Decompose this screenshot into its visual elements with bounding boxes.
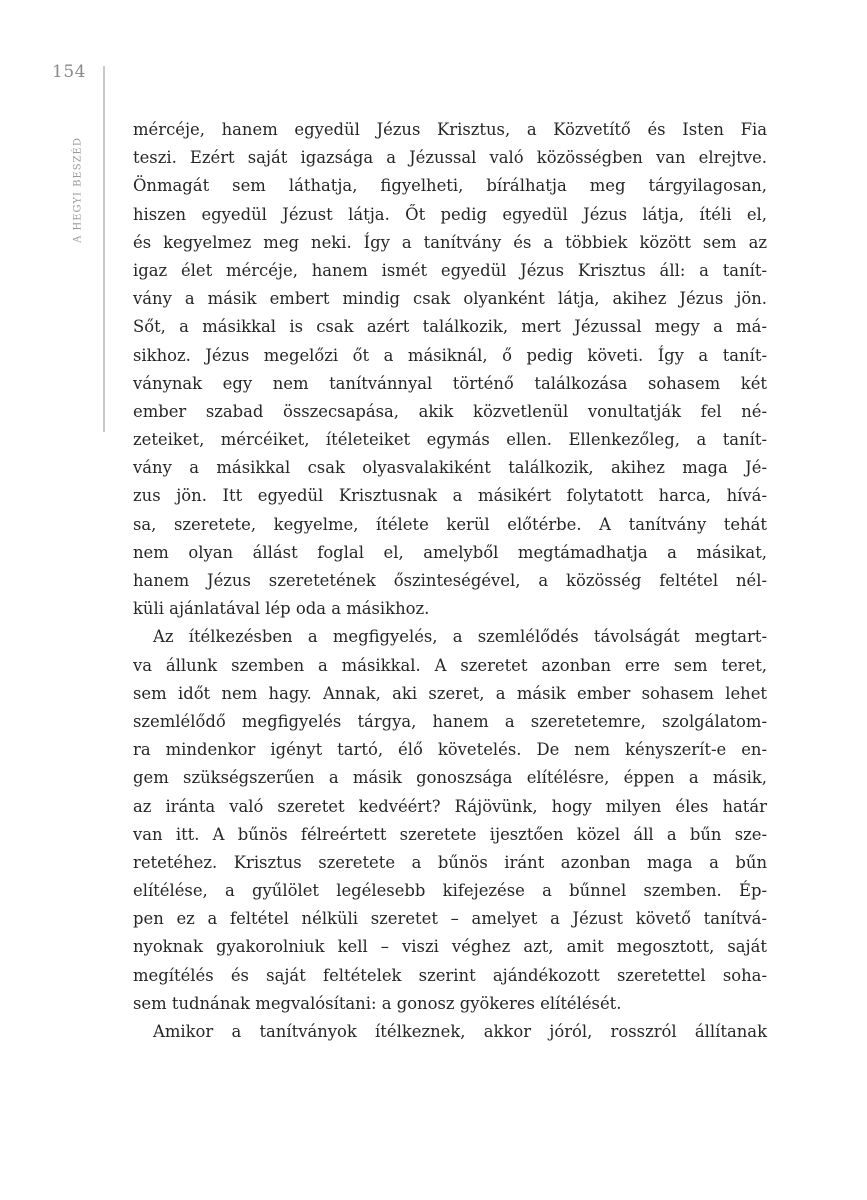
text-line: sikhoz. Jézus megelőzi őt a másiknál, ő pedig követi. Így a tanít- — [133, 345, 767, 365]
text-line: van itt. A bűnös félreértett szeretete ijesztően közel áll a bűn sze- — [133, 824, 767, 844]
text-line: pen ez a feltétel nélküli szeretet – amelyet a Jézust követő tanítvá- — [133, 909, 767, 929]
text-line: Önmagát sem láthatja, figyelheti, bírálhatja meg tárgyilagosan, — [133, 176, 767, 196]
text-line: sem időt nem hagy. Annak, aki szeret, a másik ember sohasem lehet — [133, 683, 767, 703]
text-line: ványnak egy nem tanítvánnyal történő találkozása sohasem két — [133, 373, 767, 393]
text-line: ra mindenkor igényt tartó, élő követelés. De nem kényszerít-e en- — [133, 740, 767, 760]
text-line: igaz élet mércéje, hanem ismét egyedül Jézus Krisztus áll: a tanít- — [133, 260, 767, 280]
text-line: hiszen egyedül Jézust látja. Őt pedig egyedül Jézus látja, ítéli el, — [133, 204, 767, 224]
text-line: nem olyan állást foglal el, amelyből megtámadhatja a másikat, — [133, 542, 767, 562]
text-line: sa, szeretete, kegyelme, ítélete kerül előtérbe. A tanítvány tehát — [133, 514, 767, 534]
text-line: vány a másik embert mindig csak olyanként látja, akihez Jézus jön. — [133, 289, 767, 309]
text-line: Az ítélkezésben a megfigyelés, a szemlélődés távolságát megtart- — [153, 627, 767, 647]
text-line: mércéje, hanem egyedül Jézus Krisztus, a Közvetítő és Isten Fia — [133, 120, 767, 139]
text-line: elítélése, a gyűlölet legélesebb kifejezése a bűnnel szemben. Ép- — [133, 881, 767, 901]
text-line: retetéhez. Krisztus szeretete a bűnös iránt azonban maga a bűn — [133, 852, 767, 872]
text-line: küli ajánlatával lép oda a másikhoz. — [133, 599, 430, 619]
text-line: zus jön. Itt egyedül Krisztusnak a másikért folytatott harca, hívá- — [133, 486, 767, 506]
text-line: Sőt, a másikkal is csak azért találkozik, mert Jézussal megy a má- — [133, 317, 767, 337]
text-line: az iránta való szeretet kedvéért? Rájövünk, hogy milyen éles határ — [133, 796, 767, 816]
text-line: nyoknak gyakorolniuk kell – viszi véghez azt, amit megosztott, saját — [133, 937, 767, 957]
page-number: 154 — [52, 62, 86, 82]
text-line: vány a másikkal csak olyasvalakiként találkozik, akihez maga Jé- — [133, 458, 767, 478]
text-line: sem tudnának megvalósítani: a gonosz gyökeres elítélését. — [133, 993, 622, 1013]
text-line: hanem Jézus szeretetének őszinteségével, a közösség feltétel nél- — [133, 571, 767, 590]
text-line: megítélés és saját feltételek szerint ajándékozott szeretettel soha- — [133, 965, 767, 985]
text-line: és kegyelmez meg neki. Így a tanítvány és a többiek között sem az — [133, 232, 767, 252]
text-line: ember szabad összecsapása, akik közvetlenül vonultatják fel né- — [133, 401, 767, 421]
text-line: teszi. Ezért saját igazsága a Jézussal való közösségben van elrejtve. — [133, 148, 767, 168]
text-line: gem szükségszerűen a másik gonoszsága elítélésre, éppen a másik, — [133, 768, 767, 788]
text-line: zeteiket, mércéiket, ítéleteiket egymás ellen. Ellenkezőleg, a tanít- — [133, 430, 767, 450]
text-line: va állunk szemben a másikkal. A szeretet azonban erre sem teret, — [133, 655, 767, 675]
text-line: szemlélődő megfigyelés tárgya, hanem a szeretetemre, szolgálatom- — [133, 711, 767, 731]
body-text — [133, 116, 767, 1046]
text-line: Amikor a tanítványok ítélkeznek, akkor jóról, rosszról állítanak — [153, 1022, 767, 1041]
margin-rule — [103, 66, 105, 432]
running-title: A HEGYI BESZÉD — [72, 137, 84, 243]
